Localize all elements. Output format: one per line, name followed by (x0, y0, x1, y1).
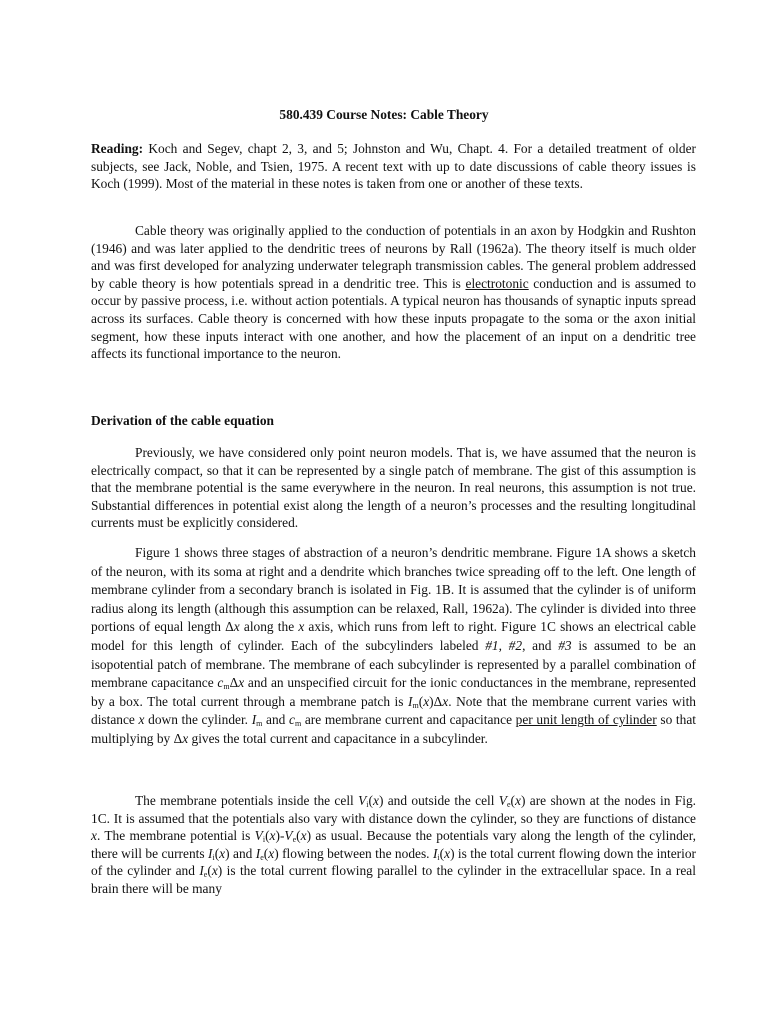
figure-paragraph (91, 544, 696, 749)
math-subscript: i (366, 800, 369, 809)
fig-text: gives the total current and capacitance in a subcylinder. (188, 730, 488, 746)
pot-text: ) and outside the cell (378, 793, 499, 808)
math-var: I (408, 693, 413, 709)
math-subscript: e (260, 852, 264, 862)
math-var: x (300, 828, 307, 844)
math-var: x (515, 793, 521, 808)
pot-text: ( (263, 845, 269, 861)
pot-text: ( (265, 828, 270, 844)
pot-text: . The membrane potential is (96, 828, 255, 844)
math-var: x (91, 828, 97, 844)
math-var: x (238, 675, 245, 691)
pot-text: ) and (225, 845, 256, 861)
math-var: x (372, 793, 379, 808)
pot-text: ) is the total current flowing down the interior of the cylinder and (91, 845, 696, 879)
math-subscript: i (262, 835, 266, 845)
underlined-phrase: per unit length of cylinder (515, 712, 657, 728)
pot-text: ( (296, 828, 301, 844)
reading-text: Koch and Segev, chapt 2, 3, and 5; Johnston and Wu, Chapt. 4. For a detailed treatment of older subjects, see Jack, Noble, and Tsien, 1975. A recent text with up to date discussions of cable theory issues is Koch (1999). Most of the material in these notes is taken from one or another of these texts. (91, 141, 696, 192)
fig-text: ( (418, 693, 424, 709)
math-subscript: e (292, 835, 297, 845)
electrotonic-term: electrotonic (465, 275, 529, 291)
page-title: 580.439 Course Notes: Cable Theory (279, 107, 489, 122)
fig-text: and (262, 712, 290, 728)
math-var: V (284, 828, 293, 844)
subcylinder-label: #2 (508, 637, 523, 653)
math-var: x (268, 845, 275, 861)
pot-text: ( (207, 863, 212, 879)
intro-text-1: Cable theory was originally applied to the conduction of potentials in an axon by Hodgkin and Rushton (1946) and was later applied to the dendritic trees of neurons by Rall (1962a). The theory itself is much older and was first developed for analyzing underwater telegraph transmission cables. The general problem addressed by cable theory is how potentials spread in a dendritic tree. This is (91, 223, 696, 291)
pot-text: ) as usual. Because the potentials vary along the length of the cylinder, there will be currents (91, 828, 696, 861)
math-var: I (208, 845, 213, 861)
subcylinder-label: #3 (558, 637, 572, 653)
math-var: x (182, 730, 189, 746)
math-subscript: m (294, 719, 302, 729)
math-subscript: m (256, 719, 263, 729)
fig-text: , (498, 637, 509, 653)
fig-text: . Note that the membrane current varies with distance (91, 693, 696, 728)
math-var: I (199, 863, 204, 879)
fig-text: , and (522, 637, 559, 653)
math-var: x (444, 845, 451, 861)
intro-paragraph (91, 222, 696, 363)
math-var: x (298, 619, 305, 635)
math-var: x (138, 712, 145, 728)
math-var: I (432, 845, 438, 861)
point-neuron-paragraph (91, 444, 696, 532)
fig-text: along the (239, 619, 299, 635)
pot-text: ( (439, 845, 445, 861)
fig-text: are membrane current and capacitance (301, 712, 516, 728)
math-subscript: m (412, 700, 419, 710)
fig-text: down the cylinder. (144, 712, 252, 728)
reading-label: Reading: (91, 141, 144, 156)
math-var: x (269, 828, 276, 844)
pot-text: ( (214, 845, 220, 861)
math-var: x (442, 693, 449, 709)
math-var: x (211, 863, 218, 879)
math-var: V (254, 828, 263, 844)
reading-paragraph (91, 140, 696, 193)
math-var: I (251, 712, 257, 728)
math-var: V (358, 793, 367, 808)
math-var: I (255, 845, 261, 861)
math-subscript: e (506, 800, 511, 809)
subcylinder-label: #1 (485, 637, 499, 653)
section-heading: Derivation of the cable equation (91, 413, 274, 428)
math-subscript: e (203, 870, 208, 880)
pot-text: ) is the total current flowing parallel to the cylinder in the extracellular space. In a real brain there will be many (91, 863, 696, 896)
math-subscript: i (437, 852, 440, 862)
fig-text: is assumed to be an isopotential patch of membrane. The membrane of each subcylinder is represented by a parallel combination of membrane capacitance (91, 637, 696, 691)
point-neuron-text: Previously, we have considered only point neuron models. That is, we have assumed that the neuron is electrically compact, so that it can be represented by a single patch of membrane. The gist of this assumption is that the membrane potential is the same everywhere in the neuron. In real neurons, this assumption is not true. Substantial differences in potential exist along the length of a neuron’s processes and the resulting longitudinal currents must be explicitly considered. (91, 445, 696, 531)
math-var: c (289, 712, 295, 728)
math-var: x (423, 693, 430, 709)
pot-text: The membrane potentials inside the cell (135, 793, 359, 808)
fig-text: and an unspecified circuit for the ionic conductances in the membrane, represented by a box. The total current through a membrane patch is (91, 675, 696, 709)
pot-text: ( (368, 793, 373, 808)
math-var: x (233, 619, 240, 635)
pot-text: ) are shown at the nodes in Fig. 1C. It is assumed that the potentials also vary with distance down the cylinder, so they are functions of distance (91, 793, 696, 826)
fig-text: )Δ (429, 693, 443, 709)
intro-text-2: conduction and is assumed to occur by passive process, i.e. without action potentials. A typical neuron has thousands of synaptic inputs spread across its surfaces. Cable theory is concerned with how these inputs propagate to the soma or the axon initial segment, how these inputs interact with one another, and how the placement of an input on a dendritic tree affects its functional importance to the neuron. (91, 275, 696, 362)
math-subscript: i (212, 852, 215, 862)
fig-text: Δ (229, 675, 239, 691)
fig-text: axis, which runs from left to right. Figure 1C shows an electrical cable model for this length of cylinder. Each of the subcylinders labeled (91, 619, 696, 653)
math-var: c (217, 675, 224, 691)
potentials-paragraph (91, 792, 696, 898)
fig-text: so that multiplying by Δ (91, 712, 696, 746)
pot-text: ) flowing between the nodes. (274, 845, 433, 861)
fig-text: Figure 1 shows three stages of abstraction of a neuron’s dendritic membrane. Figure 1A shows a sketch of the neuron, with its soma at right and a dendrite which branches twice spreading off to the left. One length of membrane cylinder from a secondary branch is isolated in Fig. 1B. It is assumed that the cylinder is of uniform radius along its length (although this assumption can be relaxed, Rall, 1962a). The cylinder is divided into three portions of equal length Δ (91, 545, 696, 635)
math-var: V (498, 793, 507, 808)
pot-text: ( (510, 793, 516, 808)
math-subscript: m (223, 682, 230, 692)
pot-text: )- (275, 828, 285, 844)
math-var: x (219, 845, 226, 861)
